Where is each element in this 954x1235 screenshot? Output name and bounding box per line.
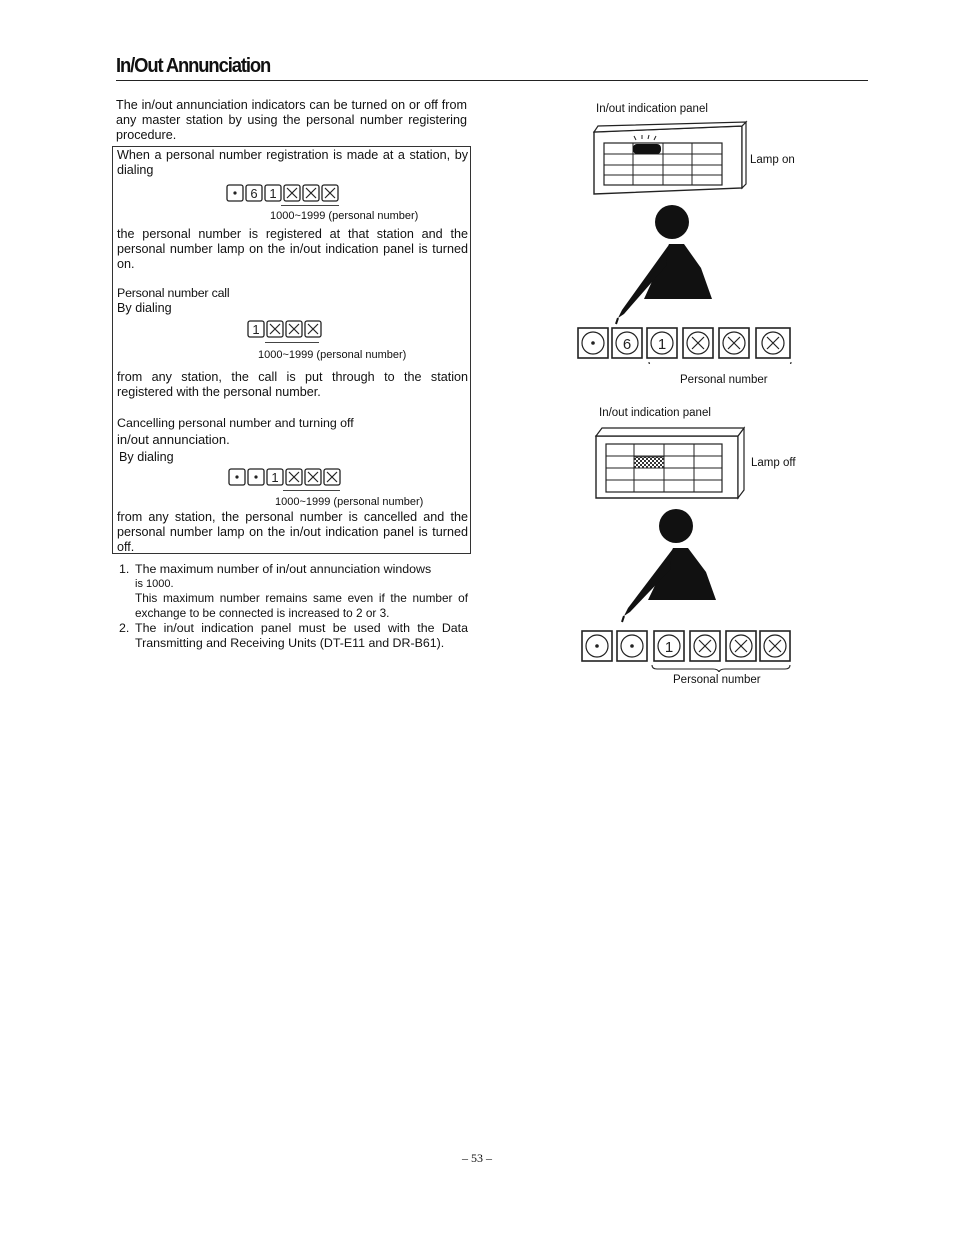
call-keys-graphic — [247, 320, 323, 338]
svg-text:1: 1 — [252, 322, 260, 337]
fig-bottom-bracket-label: Personal number — [673, 674, 761, 686]
svg-text:6: 6 — [622, 336, 632, 353]
lamp-unlit — [634, 457, 664, 468]
note-item — [116, 621, 468, 651]
registration-range-bracket — [281, 205, 339, 206]
note-number: 1. — [119, 562, 130, 576]
svg-text:1: 1 — [664, 639, 674, 656]
fig-bottom-keys — [582, 631, 790, 661]
fig-bottom-panel-label: In/out indication panel — [599, 407, 711, 419]
call-range-label: 1000~1999 (personal number) — [258, 349, 407, 361]
registration-keys-graphic — [226, 184, 340, 202]
registration-range-label: 1000~1999 (personal number) — [270, 210, 419, 222]
fig-top-panel-label: In/out indication panel — [596, 103, 708, 115]
call-text-after: from any station, the call is put through to the station registered with the personal number. — [117, 370, 468, 399]
fig-top-bracket-label: Personal number — [680, 374, 768, 386]
fig-top-lamp-label: Lamp on — [750, 154, 795, 166]
registration-text-after: the personal number is registered at that station and the personal number lamp on the in/out indication panel is turned on. — [117, 227, 468, 271]
page-number: – 53 – — [462, 1151, 492, 1165]
indication-panel-on — [594, 122, 746, 194]
note-line: The maximum number of in/out annunciation windows — [135, 562, 432, 576]
fig-top-illustration — [574, 118, 806, 364]
page-title: In/Out Annunciation — [116, 55, 271, 77]
cancel-keys-graphic — [228, 468, 342, 486]
fig-top-bracket — [649, 362, 791, 364]
person-dialing-icon — [616, 205, 712, 324]
note-number: 2. — [119, 621, 130, 635]
registration-dial-sequence — [226, 184, 340, 202]
cancel-text-before: By dialing — [119, 450, 174, 464]
indication-panel-off — [596, 428, 744, 498]
svg-text:1: 1 — [657, 336, 667, 353]
procedure-box — [112, 146, 471, 554]
person-dialing-icon — [622, 509, 716, 622]
lamp-lit — [633, 144, 661, 154]
note-item — [116, 562, 468, 621]
cancel-range-label: 1000~1999 (personal number) — [275, 496, 424, 508]
call-dial-sequence — [247, 320, 323, 338]
cancel-dial-sequence — [228, 468, 342, 486]
note-line: The in/out indication panel must be used with the Data Transmitting and Receiving Units (DT-E11 and DR-B61). — [135, 621, 468, 650]
svg-text:1: 1 — [269, 186, 277, 201]
title-rule — [116, 80, 868, 81]
note-line: is 1000. — [135, 578, 174, 590]
fig-top-keys — [578, 328, 790, 358]
svg-text:6: 6 — [250, 186, 258, 201]
cancel-heading-line2: in/out annunciation. — [117, 432, 230, 447]
svg-text:1: 1 — [271, 470, 279, 485]
cancel-heading-line1: Cancelling personal number and turning off — [117, 416, 354, 430]
registration-text-before: When a personal number registration is made at a station, by dialing — [117, 148, 468, 177]
call-range-bracket — [265, 342, 319, 343]
fig-bottom-illustration — [578, 422, 798, 672]
fig-bottom-bracket — [652, 665, 790, 672]
call-heading: Personal number call — [117, 286, 230, 300]
cancel-text-after: from any station, the personal number is cancelled and the personal number lamp on the in/out indication panel is turned off. — [117, 510, 468, 554]
note-line: This maximum number remains same even if the number of exchange to be connected is increased to 2 or 3. — [135, 591, 468, 620]
call-text-before: By dialing — [117, 301, 172, 315]
fig-bottom-lamp-label: Lamp off — [751, 457, 796, 469]
cancel-range-bracket — [283, 490, 340, 491]
intro-paragraph: The in/out annunciation indicators can be turned on or off from any master station by using the personal number registering procedure. — [116, 98, 467, 142]
notes-list — [116, 562, 468, 651]
